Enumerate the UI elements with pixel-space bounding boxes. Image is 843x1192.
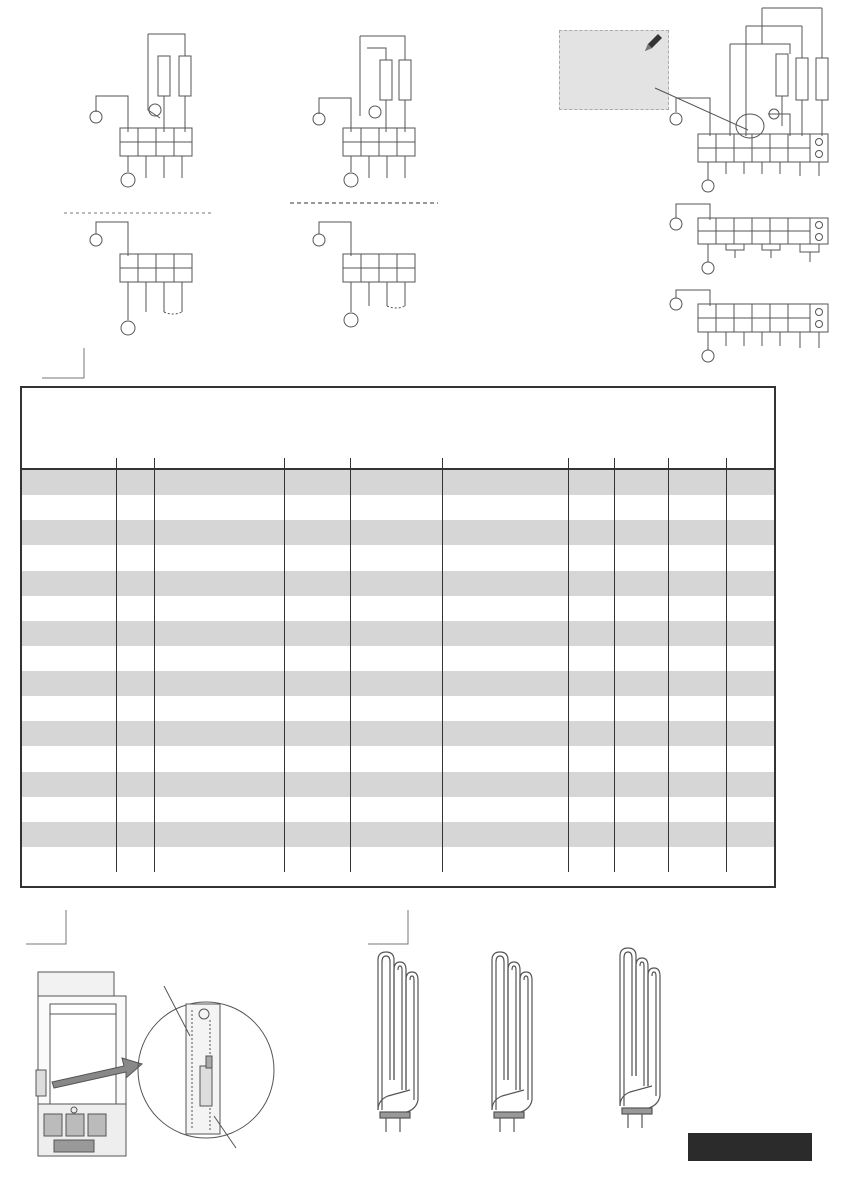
wiring-diagram-a2 bbox=[90, 222, 192, 335]
table-column-divider bbox=[284, 458, 285, 872]
heater-cutaway-illustration bbox=[14, 970, 294, 1170]
table-column-divider bbox=[726, 458, 727, 872]
table-column-divider bbox=[668, 458, 669, 872]
wiring-diagram-top-left bbox=[60, 20, 460, 360]
table-row bbox=[22, 470, 774, 495]
wiring-diagram-top-right bbox=[650, 0, 840, 370]
table-row bbox=[22, 721, 774, 746]
corner-mark bbox=[24, 908, 74, 948]
wiring-diagram-b2 bbox=[313, 222, 415, 327]
table-row bbox=[22, 746, 774, 771]
table-row bbox=[22, 545, 774, 570]
table-row bbox=[22, 495, 774, 520]
table-column-divider bbox=[442, 458, 443, 872]
table-header-divider bbox=[22, 468, 774, 470]
table-row bbox=[22, 520, 774, 545]
wiring-diagram-a bbox=[90, 34, 192, 187]
ground-symbol-icon bbox=[121, 173, 135, 187]
table-row bbox=[22, 847, 774, 872]
corner-mark bbox=[40, 346, 90, 382]
heating-element-icon bbox=[610, 946, 670, 1136]
table-row bbox=[22, 772, 774, 797]
footer-bar bbox=[688, 1133, 812, 1161]
table-column-divider bbox=[350, 458, 351, 872]
table-row bbox=[22, 671, 774, 696]
table-column-divider bbox=[568, 458, 569, 872]
table-header bbox=[20, 386, 776, 470]
heating-element-icon bbox=[368, 950, 428, 1140]
heating-element-icon bbox=[482, 950, 542, 1140]
table-column-divider bbox=[614, 458, 615, 872]
table-row bbox=[22, 571, 774, 596]
corner-mark bbox=[366, 908, 416, 948]
table-row bbox=[22, 696, 774, 721]
table-column-divider bbox=[116, 458, 117, 872]
table-row bbox=[22, 621, 774, 646]
wiring-diagram-b bbox=[313, 36, 415, 187]
table-row bbox=[22, 596, 774, 621]
ground-symbol-icon bbox=[90, 111, 102, 123]
table-column-divider bbox=[154, 458, 155, 872]
table-row bbox=[22, 797, 774, 822]
table-row bbox=[22, 646, 774, 671]
table-row bbox=[22, 822, 774, 847]
